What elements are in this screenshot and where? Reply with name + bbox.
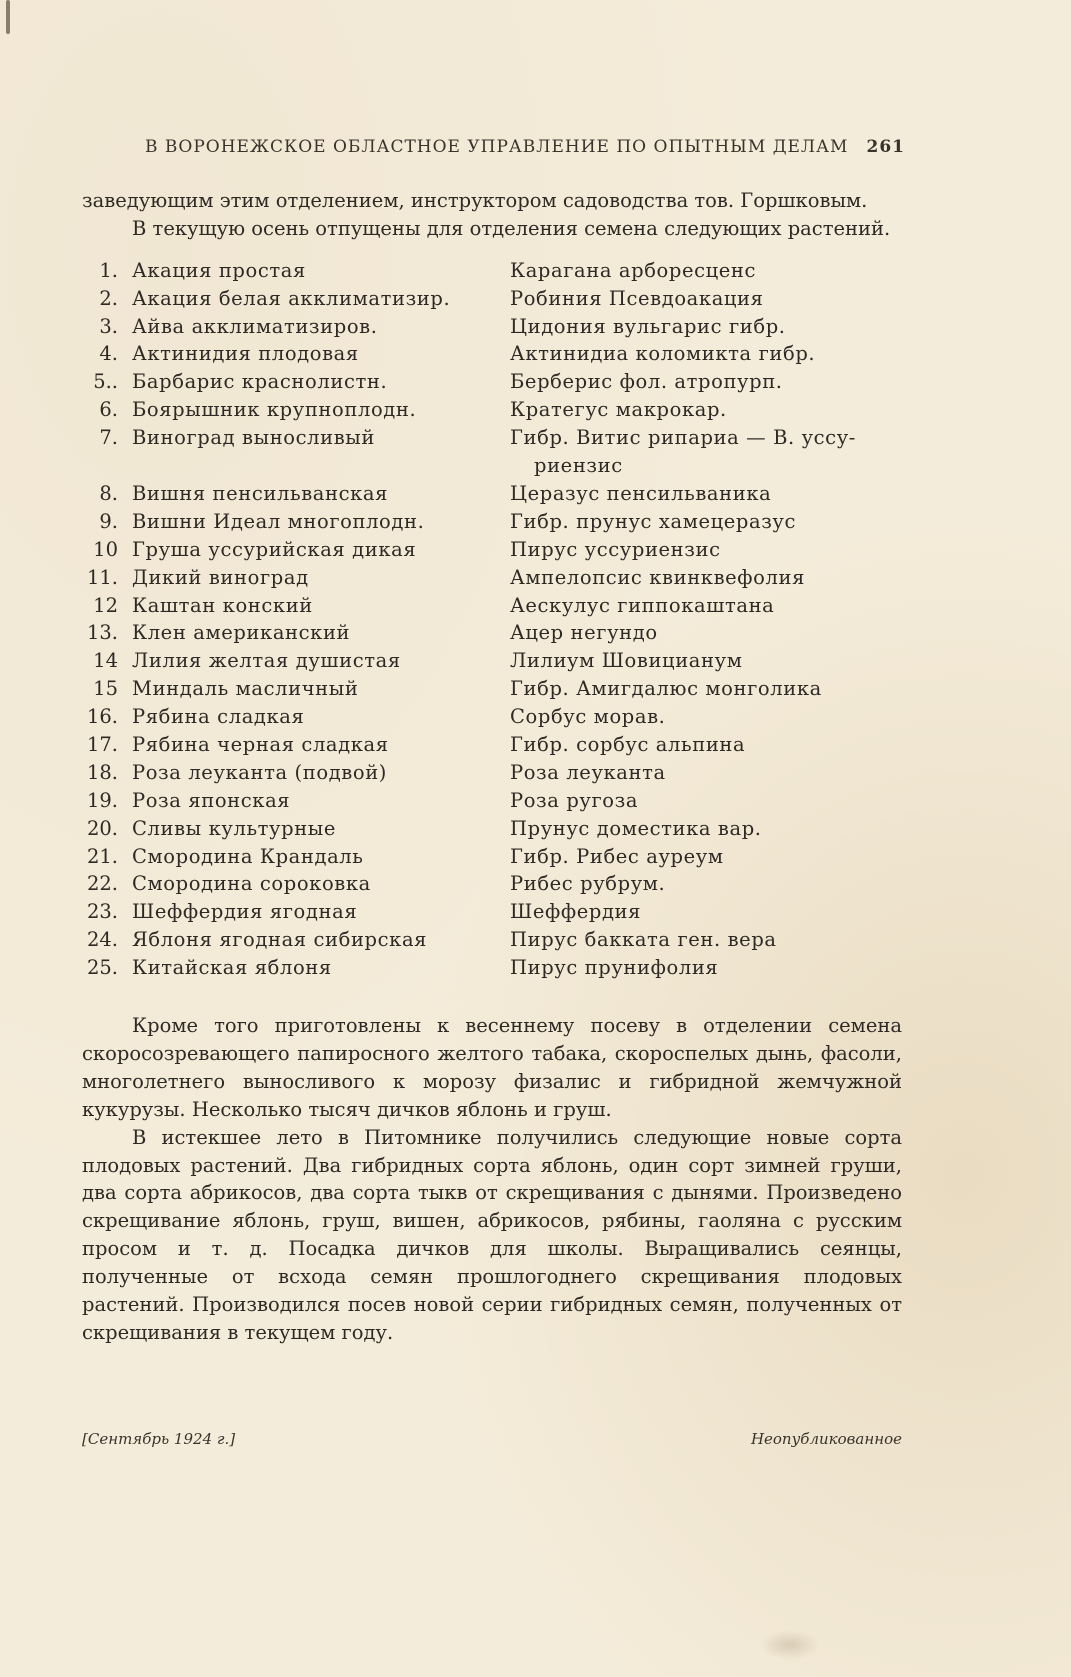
list-item-latin-line-1: Рибес рубрум. xyxy=(510,872,666,896)
list-item-russian-name: Китайская яблоня xyxy=(132,956,332,980)
list-item-latin-name xyxy=(510,424,902,480)
list-item-number: 20. xyxy=(86,816,118,840)
list-item xyxy=(82,703,902,731)
list-item-latin-name xyxy=(510,368,902,396)
page-edge-mark xyxy=(6,0,10,34)
list-item-number: 4. xyxy=(99,342,118,366)
list-item-number: 23. xyxy=(86,900,118,924)
list-item-latin-line-2: риензис xyxy=(534,454,623,478)
list-item-russian-name: Груша уссурийская дикая xyxy=(132,537,417,561)
list-item-number: 8. xyxy=(99,481,118,505)
list-item xyxy=(82,954,902,982)
list-item-latin-line-1: Карагана арборесценс xyxy=(510,258,757,282)
page-content xyxy=(82,187,902,1347)
list-item-latin-name xyxy=(510,759,902,787)
list-item-latin-line-1: Цидония вульгарис гибр. xyxy=(510,314,786,338)
list-item-latin-line-1: Гибр. Витис рипариа — В. уссу- xyxy=(510,426,856,450)
list-item-latin-name xyxy=(510,898,902,926)
list-item-latin-name xyxy=(510,564,902,592)
list-item xyxy=(82,564,902,592)
list-item-latin-line-1: Пирус прунифолия xyxy=(510,956,719,980)
list-item-latin-line-1: Аескулус гиппокаштана xyxy=(510,593,775,617)
page-number: 261 xyxy=(866,137,905,157)
list-item xyxy=(82,815,902,843)
footer-note: Неопубликованное xyxy=(750,1430,902,1448)
list-item-latin-line-1: Берберис фол. атропурп. xyxy=(510,370,783,394)
list-item-latin-name xyxy=(510,508,902,536)
list-item xyxy=(82,898,902,926)
list-item-russian-name: Боярышник крупноплодн. xyxy=(132,398,417,422)
list-item-latin-line-1: Шеффердия xyxy=(510,900,642,924)
list-item xyxy=(82,592,902,620)
list-item-number: 16. xyxy=(86,705,118,729)
plant-list xyxy=(82,257,902,982)
list-item-number: 21. xyxy=(86,844,118,868)
list-item-latin-name xyxy=(510,480,902,508)
list-item xyxy=(82,285,902,313)
list-item-number: 24. xyxy=(86,928,118,952)
list-item-latin-name xyxy=(510,592,902,620)
list-item-russian-name: Смородина Крандаль xyxy=(132,844,364,868)
list-item xyxy=(82,647,902,675)
list-item-russian-name: Акация белая акклиматизир. xyxy=(132,286,451,310)
list-item-latin-name xyxy=(510,257,902,285)
list-item-russian-name: Айва акклиматизиров. xyxy=(132,314,378,338)
list-item-latin-name xyxy=(510,954,902,982)
list-item-latin-line-1: Роза леуканта xyxy=(510,760,666,784)
list-item-latin-name xyxy=(510,619,902,647)
list-item xyxy=(82,870,902,898)
list-item-russian-name: Клен американский xyxy=(132,621,351,645)
list-item-number: 10 xyxy=(93,537,118,561)
list-item-latin-name xyxy=(510,675,902,703)
list-item-latin-name xyxy=(510,870,902,898)
list-item-latin-name xyxy=(510,536,902,564)
list-item-number: 12 xyxy=(93,593,118,617)
list-item-russian-name: Миндаль масличный xyxy=(132,677,359,701)
list-item-latin-name xyxy=(510,815,902,843)
list-item-latin-line-1: Ампелопсис квинквефолия xyxy=(510,565,805,589)
list-item-number: 22. xyxy=(86,872,118,896)
list-item-russian-name: Каштан конский xyxy=(132,593,313,617)
list-item-latin-line-1: Церазус пенсильваника xyxy=(510,481,772,505)
list-item-number: 2. xyxy=(99,286,118,310)
list-item-latin-name xyxy=(510,926,902,954)
list-item-russian-name: Виноград выносливый xyxy=(132,426,376,450)
list-item-russian-name: Акация простая xyxy=(132,258,306,282)
list-item-number: 9. xyxy=(99,509,118,533)
list-item xyxy=(82,619,902,647)
list-item-latin-line-1: Пирус уссуриензис xyxy=(510,537,721,561)
list-item-latin-name xyxy=(510,313,902,341)
list-item xyxy=(82,396,902,424)
list-item-latin-name xyxy=(510,703,902,731)
list-item-number: 13. xyxy=(86,621,118,645)
list-item-number: 19. xyxy=(86,788,118,812)
list-item-russian-name: Лилия желтая душистая xyxy=(132,649,401,673)
list-item-russian-name: Смородина сороковка xyxy=(132,872,371,896)
paper-stain xyxy=(760,1630,820,1660)
list-item-latin-line-1: Сорбус морав. xyxy=(510,705,666,729)
list-item xyxy=(82,536,902,564)
list-item-russian-name: Сливы культурные xyxy=(132,816,337,840)
list-item-russian-name: Вишня пенсильванская xyxy=(132,481,389,505)
list-item-latin-name xyxy=(510,396,902,424)
list-item-latin-line-1: Гибр. Амигдалюс монголика xyxy=(510,677,822,701)
list-item xyxy=(82,508,902,536)
list-item xyxy=(82,480,902,508)
list-item-number: 5.. xyxy=(93,370,118,394)
list-item-latin-line-1: Актинидиа коломикта гибр. xyxy=(510,342,816,366)
list-item-russian-name: Вишни Идеал многоплодн. xyxy=(132,509,425,533)
list-item-number: 18. xyxy=(86,760,118,784)
list-item-russian-name: Роза леуканта (подвой) xyxy=(132,760,388,784)
list-item xyxy=(82,926,902,954)
list-item-latin-name xyxy=(510,647,902,675)
list-item xyxy=(82,313,902,341)
intro-paragraph-2: В текущую осень отпущены для отделения семена следующих растений. xyxy=(132,216,891,240)
list-item-latin-line-1: Ацер негундо xyxy=(510,621,658,645)
list-item-number: 15 xyxy=(93,677,118,701)
list-item-latin-line-1: Пирус бакката ген. вера xyxy=(510,928,777,952)
footer-date: [Сентябрь 1924 г.] xyxy=(82,1430,236,1448)
list-item xyxy=(82,257,902,285)
list-item-latin-name xyxy=(510,285,902,313)
list-item-latin-line-1: Гибр. Рибес ауреум xyxy=(510,844,724,868)
list-item xyxy=(82,340,902,368)
list-item-russian-name: Роза японская xyxy=(132,788,291,812)
list-item-latin-line-1: Прунус доместика вар. xyxy=(510,816,762,840)
list-item-russian-name: Барбарис краснолистн. xyxy=(132,370,388,394)
list-item xyxy=(82,675,902,703)
list-item-latin-name xyxy=(510,843,902,871)
list-item xyxy=(82,759,902,787)
list-item-russian-name: Актинидия плодовая xyxy=(132,342,359,366)
list-item-number: 25. xyxy=(86,956,118,980)
list-item-latin-name xyxy=(510,340,902,368)
list-item-number: 7. xyxy=(99,426,118,450)
list-item xyxy=(82,368,902,396)
body-paragraph-1: Кроме того приготовлены к весеннему посеву в отделении семена скоросозревающего папиросного желтого табака, скороспелых дынь, фасоли, многолетнего выносливого к морозу физалис и гибридной жемчужной кукурузы. Несколько тысяч дичков яблонь и груш. xyxy=(82,1013,902,1121)
list-item-latin-line-1: Лилиум Шовицианум xyxy=(510,649,743,673)
list-item-russian-name: Дикий виноград xyxy=(132,565,309,589)
list-item-latin-name xyxy=(510,787,902,815)
running-head-title: В ВОРОНЕЖСКОЕ ОБЛАСТНОЕ УПРАВЛЕНИЕ ПО ОПЫТНЫМ ДЕЛАМ xyxy=(145,137,849,157)
list-item-russian-name: Шеффердия ягодная xyxy=(132,900,358,924)
list-item-latin-line-1: Кратегус макрокар. xyxy=(510,398,727,422)
list-item-latin-line-1: Роза ругоза xyxy=(510,788,639,812)
list-item xyxy=(82,424,902,480)
list-item-number: 17. xyxy=(86,732,118,756)
list-item-number: 6. xyxy=(99,398,118,422)
list-item-number: 11. xyxy=(86,565,118,589)
list-item-russian-name: Рябина черная сладкая xyxy=(132,732,389,756)
list-item-latin-line-1: Гибр. сорбус альпина xyxy=(510,732,746,756)
list-item-latin-name xyxy=(510,731,902,759)
list-item-russian-name: Яблоня ягодная сибирская xyxy=(132,928,428,952)
list-item xyxy=(82,843,902,871)
list-item xyxy=(82,787,902,815)
body-paragraph-2: В истекшее лето в Питомнике получились следующие новые сорта плодовых растений. Два гибридных сорта яблонь, один сорт зимней груши, два сорта абрикосов, два сорта тыкв от скрещивания с дынями. Произведено скрещивание яблонь, груш, вишен, абрикосов, рябины, гаоляна с русским просом и т. д. Посадка дичков для школы. Выращивались сеянцы, полученные от всхода семян прошлогоднего скрещивания плодовых растений. Производился посев новой серии гибридных семян, полученных от скрещивания в текущем году. xyxy=(82,1125,902,1344)
list-item-russian-name: Рябина сладкая xyxy=(132,705,305,729)
list-item-number: 14 xyxy=(93,649,118,673)
list-item-latin-line-1: Робиния Псевдоакация xyxy=(510,286,764,310)
list-item-number: 1. xyxy=(99,258,118,282)
intro-paragraph-1: заведующим этим отделением, инструктором садоводства тов. Горшковым. xyxy=(82,189,868,212)
list-item xyxy=(82,731,902,759)
list-item-latin-line-1: Гибр. прунус хамецеразус xyxy=(510,509,797,533)
list-item-number: 3. xyxy=(99,314,118,338)
